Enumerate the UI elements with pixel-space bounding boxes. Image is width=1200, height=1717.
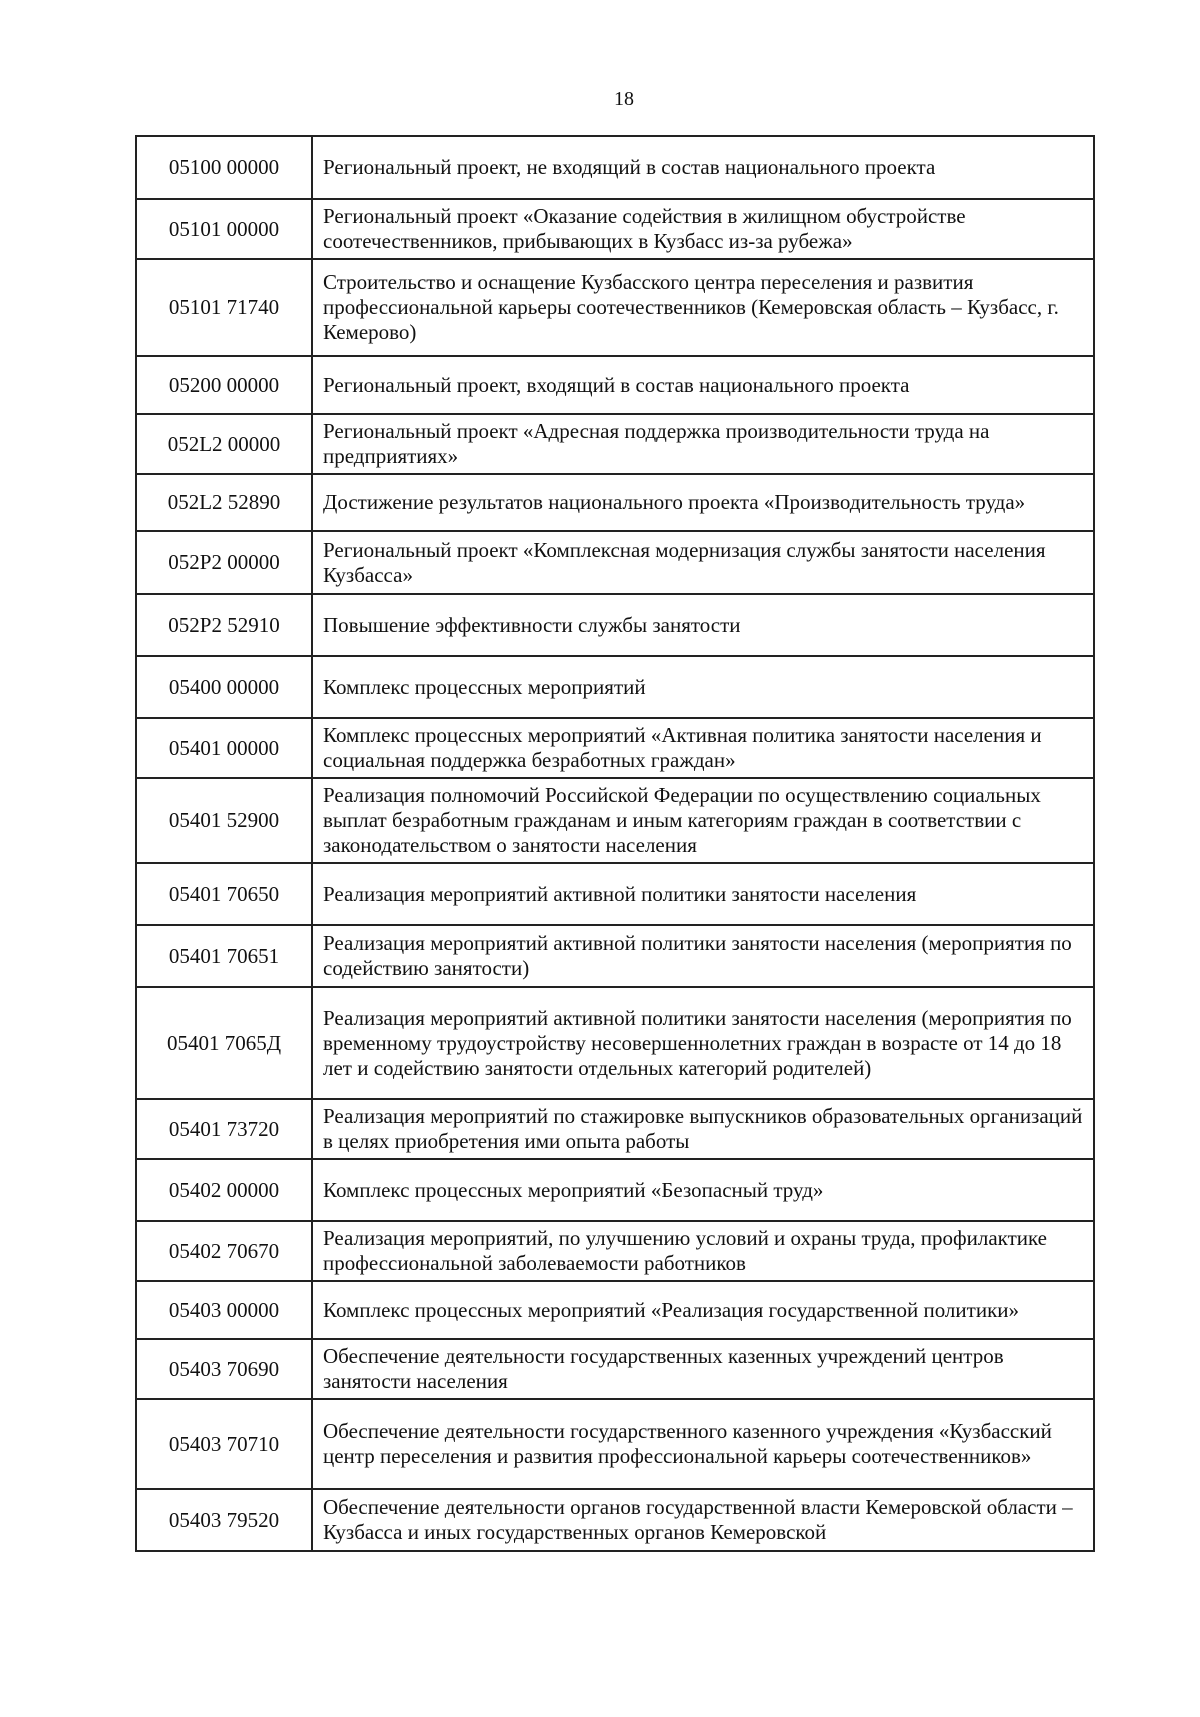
- row-code: 05403 79520: [136, 1489, 312, 1551]
- table-row: [136, 718, 1094, 778]
- table-row: [136, 987, 1094, 1099]
- row-code: 05403 70710: [136, 1399, 312, 1489]
- row-description: Реализация мероприятий активной политики занятости населения (мероприятия по содействию занятости): [312, 925, 1094, 987]
- table-row: [136, 1489, 1094, 1551]
- row-description: Реализация мероприятий активной политики занятости населения: [312, 863, 1094, 925]
- page-number: 18: [614, 88, 634, 110]
- row-code: 05401 73720: [136, 1099, 312, 1159]
- table-row: [136, 1399, 1094, 1489]
- row-description: Обеспечение деятельности государственных казенных учреждений центров занятости населения: [312, 1339, 1094, 1399]
- row-code: 052L2 00000: [136, 414, 312, 474]
- table-row: [136, 594, 1094, 656]
- table-row: [136, 1159, 1094, 1221]
- row-description: Обеспечение деятельности государственного казенного учреждения «Кузбасский центр переселения и развития профессиональной карьеры соотечественников»: [312, 1399, 1094, 1489]
- row-code: 052P2 00000: [136, 531, 312, 594]
- row-description: Региональный проект «Комплексная модернизация службы занятости населения Кузбасса»: [312, 531, 1094, 594]
- row-code: 05401 00000: [136, 718, 312, 778]
- row-code: 05401 70650: [136, 863, 312, 925]
- row-description: Реализация мероприятий активной политики занятости населения (мероприятия по временному трудоустройству несовершеннолетних граждан в возрасте от 14 до 18 лет и содействию занятости отдельных категорий родителей): [312, 987, 1094, 1099]
- row-description: Комплекс процессных мероприятий: [312, 656, 1094, 718]
- table-row: [136, 199, 1094, 259]
- row-code: 052P2 52910: [136, 594, 312, 656]
- table-row: [136, 778, 1094, 863]
- row-code: 05101 71740: [136, 259, 312, 356]
- row-code: 05101 00000: [136, 199, 312, 259]
- row-description: Региональный проект, не входящий в состав национального проекта: [312, 136, 1094, 199]
- row-code: 05400 00000: [136, 656, 312, 718]
- row-code: 05401 70651: [136, 925, 312, 987]
- row-description: Реализация мероприятий по стажировке выпускников образовательных организаций в целях приобретения ими опыта работы: [312, 1099, 1094, 1159]
- row-code: 05401 7065Д: [136, 987, 312, 1099]
- table-row: [136, 863, 1094, 925]
- table-row: [136, 1221, 1094, 1281]
- row-description: Повышение эффективности службы занятости: [312, 594, 1094, 656]
- table-row: [136, 1339, 1094, 1399]
- table-row: [136, 414, 1094, 474]
- row-description: Комплекс процессных мероприятий «Безопасный труд»: [312, 1159, 1094, 1221]
- row-code: 05403 00000: [136, 1281, 312, 1339]
- table-row: [136, 259, 1094, 356]
- row-code: 05402 70670: [136, 1221, 312, 1281]
- row-code: 05100 00000: [136, 136, 312, 199]
- row-code: 05403 70690: [136, 1339, 312, 1399]
- row-description: Комплекс процессных мероприятий «Реализация государственной политики»: [312, 1281, 1094, 1339]
- row-description: Строительство и оснащение Кузбасского центра переселения и развития профессиональной карьеры соотечественников (Кемеровская область – Кузбасс, г. Кемерово): [312, 259, 1094, 356]
- row-description: Региональный проект «Адресная поддержка производительности труда на предприятиях»: [312, 414, 1094, 474]
- row-description: Региональный проект, входящий в состав национального проекта: [312, 356, 1094, 414]
- row-code: 05401 52900: [136, 778, 312, 863]
- row-description: Реализация мероприятий, по улучшению условий и охраны труда, профилактике профессиональной заболеваемости работников: [312, 1221, 1094, 1281]
- row-description: Региональный проект «Оказание содействия в жилищном обустройстве соотечественников, прибывающих в Кузбасс из-за рубежа»: [312, 199, 1094, 259]
- row-code: 052L2 52890: [136, 474, 312, 531]
- table-row: [136, 1281, 1094, 1339]
- row-code: 05402 00000: [136, 1159, 312, 1221]
- table-row: [136, 531, 1094, 594]
- table-row: [136, 1099, 1094, 1159]
- table-row: [136, 656, 1094, 718]
- table-row: [136, 474, 1094, 531]
- table-row: [136, 136, 1094, 199]
- table-row: [136, 925, 1094, 987]
- row-description: Обеспечение деятельности органов государственной власти Кемеровской области – Кузбасса и иных государственных органов Кемеровской: [312, 1489, 1094, 1551]
- row-description: Достижение результатов национального проекта «Производительность труда»: [312, 474, 1094, 531]
- row-description: Реализация полномочий Российской Федерации по осуществлению социальных выплат безработным гражданам и иным категориям граждан в соответствии с законодательством о занятости населения: [312, 778, 1094, 863]
- budget-code-table: [135, 135, 1095, 1552]
- table-body: [136, 136, 1094, 1551]
- row-code: 05200 00000: [136, 356, 312, 414]
- table-row: [136, 356, 1094, 414]
- row-description: Комплекс процессных мероприятий «Активная политика занятости населения и социальная поддержка безработных граждан»: [312, 718, 1094, 778]
